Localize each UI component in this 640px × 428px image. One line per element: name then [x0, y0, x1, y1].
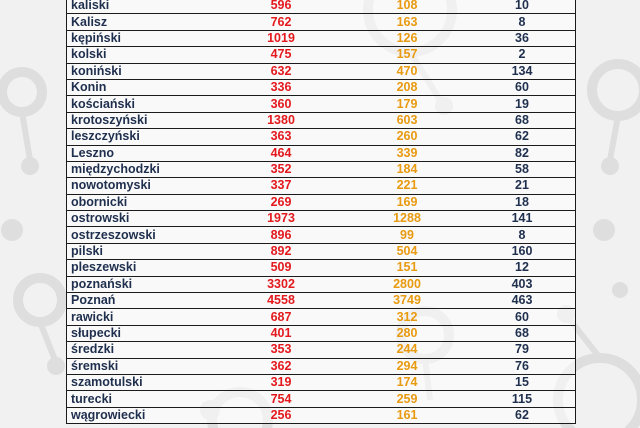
row-value-1-cell: 596: [217, 0, 345, 14]
row-name-cell: ostrowski: [67, 211, 217, 227]
row-value-2-cell: 169: [345, 194, 469, 210]
table-row: [67, 0, 575, 14]
row-value-3-cell: 62: [469, 129, 575, 145]
row-value-1-cell: 3302: [217, 276, 345, 292]
row-value-3-cell: 79: [469, 342, 575, 358]
row-name-cell: szamotulski: [67, 374, 217, 390]
table-row: [67, 325, 575, 341]
row-value-2-cell: 208: [345, 79, 469, 95]
row-name-cell: turecki: [67, 391, 217, 407]
row-name-cell: Kalisz: [67, 14, 217, 30]
row-name-cell: Poznań: [67, 293, 217, 309]
table-row: [67, 14, 575, 30]
table-row: [67, 358, 575, 374]
table-row: [67, 211, 575, 227]
row-value-2-cell: 99: [345, 227, 469, 243]
data-table-container: [66, 0, 576, 424]
row-value-2-cell: 126: [345, 30, 469, 46]
row-value-2-cell: 470: [345, 63, 469, 79]
row-value-3-cell: 58: [469, 161, 575, 177]
row-value-1-cell: 363: [217, 129, 345, 145]
row-value-3-cell: 36: [469, 30, 575, 46]
table-row: [67, 391, 575, 407]
row-name-cell: śremski: [67, 358, 217, 374]
row-value-2-cell: 108: [345, 0, 469, 14]
row-value-2-cell: 603: [345, 112, 469, 128]
row-value-3-cell: 8: [469, 14, 575, 30]
row-value-3-cell: 21: [469, 178, 575, 194]
table-row: [67, 227, 575, 243]
row-name-cell: wągrowiecki: [67, 407, 217, 423]
row-value-1-cell: 896: [217, 227, 345, 243]
row-value-1-cell: 632: [217, 63, 345, 79]
row-value-1-cell: 1019: [217, 30, 345, 46]
row-value-2-cell: 259: [345, 391, 469, 407]
row-value-1-cell: 892: [217, 243, 345, 259]
row-name-cell: leszczyński: [67, 129, 217, 145]
row-value-1-cell: 475: [217, 47, 345, 63]
table-row: [67, 79, 575, 95]
row-name-cell: krotoszyński: [67, 112, 217, 128]
row-value-2-cell: 244: [345, 342, 469, 358]
row-name-cell: ostrzeszowski: [67, 227, 217, 243]
row-value-2-cell: 312: [345, 309, 469, 325]
row-name-cell: pleszewski: [67, 260, 217, 276]
row-name-cell: Leszno: [67, 145, 217, 161]
row-value-3-cell: 15: [469, 374, 575, 390]
row-value-2-cell: 157: [345, 47, 469, 63]
row-value-2-cell: 339: [345, 145, 469, 161]
row-value-1-cell: 509: [217, 260, 345, 276]
county-data-table: [67, 0, 575, 424]
row-value-2-cell: 184: [345, 161, 469, 177]
row-value-2-cell: 179: [345, 96, 469, 112]
row-value-3-cell: 10: [469, 0, 575, 14]
row-value-3-cell: 463: [469, 293, 575, 309]
table-row: [67, 145, 575, 161]
table-row: [67, 276, 575, 292]
row-value-1-cell: 401: [217, 325, 345, 341]
row-value-2-cell: 280: [345, 325, 469, 341]
row-name-cell: obornicki: [67, 194, 217, 210]
table-row: [67, 96, 575, 112]
table-row: [67, 47, 575, 63]
row-name-cell: poznański: [67, 276, 217, 292]
table-row: [67, 374, 575, 390]
row-value-2-cell: 163: [345, 14, 469, 30]
row-value-1-cell: 319: [217, 374, 345, 390]
row-value-1-cell: 352: [217, 161, 345, 177]
row-name-cell: nowotomyski: [67, 178, 217, 194]
row-name-cell: międzychodzki: [67, 161, 217, 177]
row-value-2-cell: 161: [345, 407, 469, 423]
table-body: [67, 0, 575, 424]
row-value-2-cell: 151: [345, 260, 469, 276]
row-value-2-cell: 2800: [345, 276, 469, 292]
row-value-3-cell: 19: [469, 96, 575, 112]
row-value-1-cell: 337: [217, 178, 345, 194]
row-value-3-cell: 134: [469, 63, 575, 79]
row-name-cell: koniński: [67, 63, 217, 79]
table-row: [67, 260, 575, 276]
table-row: [67, 309, 575, 325]
table-row: [67, 293, 575, 309]
table-row: [67, 112, 575, 128]
table-row: [67, 407, 575, 423]
row-value-1-cell: 687: [217, 309, 345, 325]
row-value-2-cell: 221: [345, 178, 469, 194]
row-value-3-cell: 68: [469, 112, 575, 128]
row-name-cell: Konin: [67, 79, 217, 95]
row-value-2-cell: 3749: [345, 293, 469, 309]
table-row: [67, 178, 575, 194]
row-value-3-cell: 68: [469, 325, 575, 341]
row-value-2-cell: 1288: [345, 211, 469, 227]
table-row: [67, 194, 575, 210]
row-value-1-cell: 362: [217, 358, 345, 374]
row-name-cell: kaliski: [67, 0, 217, 14]
row-value-3-cell: 160: [469, 243, 575, 259]
table-row: [67, 30, 575, 46]
row-name-cell: średzki: [67, 342, 217, 358]
row-value-1-cell: 269: [217, 194, 345, 210]
row-name-cell: kolski: [67, 47, 217, 63]
row-name-cell: rawicki: [67, 309, 217, 325]
row-value-3-cell: 2: [469, 47, 575, 63]
row-value-2-cell: 260: [345, 129, 469, 145]
row-value-3-cell: 76: [469, 358, 575, 374]
row-name-cell: słupecki: [67, 325, 217, 341]
table-row: [67, 129, 575, 145]
row-value-3-cell: 60: [469, 309, 575, 325]
row-value-1-cell: 762: [217, 14, 345, 30]
table-row: [67, 63, 575, 79]
row-value-1-cell: 754: [217, 391, 345, 407]
row-value-1-cell: 256: [217, 407, 345, 423]
row-value-3-cell: 8: [469, 227, 575, 243]
row-name-cell: kępiński: [67, 30, 217, 46]
row-value-1-cell: 1973: [217, 211, 345, 227]
row-value-3-cell: 403: [469, 276, 575, 292]
row-value-3-cell: 12: [469, 260, 575, 276]
row-value-1-cell: 4558: [217, 293, 345, 309]
row-value-2-cell: 504: [345, 243, 469, 259]
row-value-3-cell: 18: [469, 194, 575, 210]
row-value-1-cell: 1380: [217, 112, 345, 128]
row-name-cell: kościański: [67, 96, 217, 112]
row-value-2-cell: 174: [345, 374, 469, 390]
table-row: [67, 161, 575, 177]
row-value-2-cell: 294: [345, 358, 469, 374]
row-name-cell: pilski: [67, 243, 217, 259]
row-value-1-cell: 353: [217, 342, 345, 358]
row-value-3-cell: 82: [469, 145, 575, 161]
table-row: [67, 243, 575, 259]
row-value-3-cell: 115: [469, 391, 575, 407]
table-row: [67, 342, 575, 358]
row-value-3-cell: 62: [469, 407, 575, 423]
row-value-1-cell: 464: [217, 145, 345, 161]
row-value-1-cell: 360: [217, 96, 345, 112]
row-value-3-cell: 60: [469, 79, 575, 95]
row-value-1-cell: 336: [217, 79, 345, 95]
row-value-3-cell: 141: [469, 211, 575, 227]
